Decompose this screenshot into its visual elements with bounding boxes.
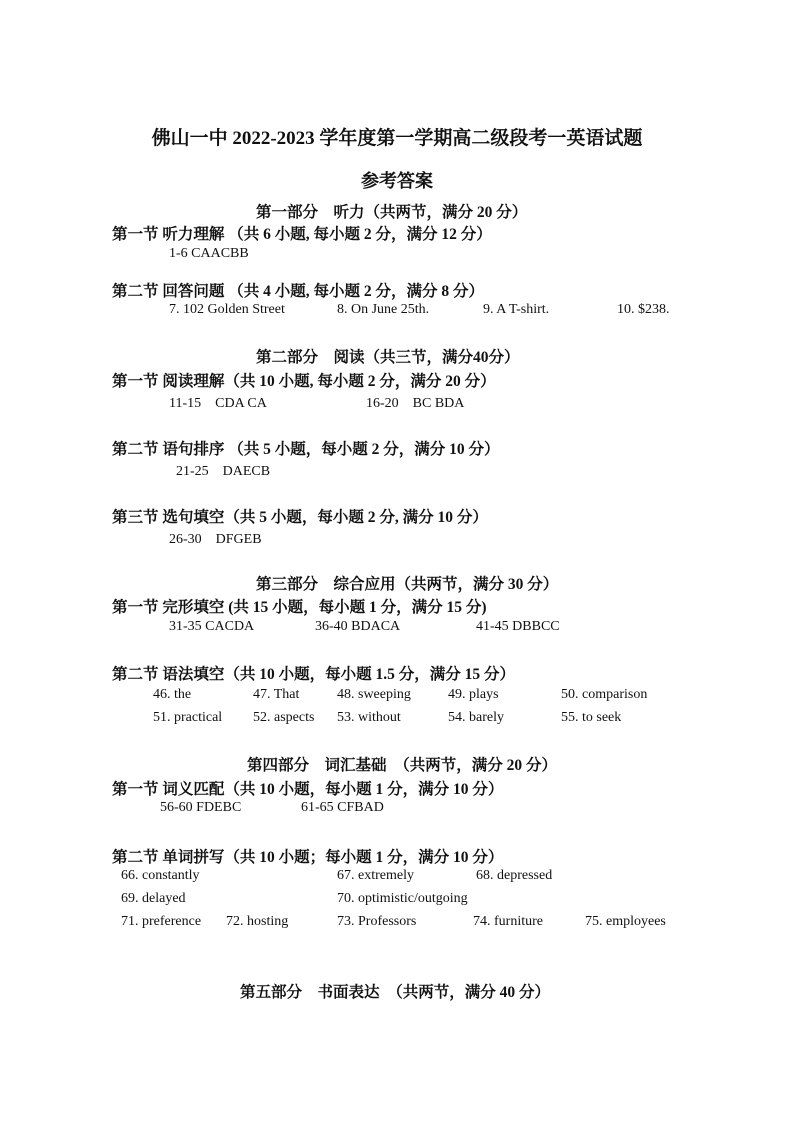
answer-item: 53. without	[337, 710, 401, 725]
answer-item: 1-6 CAACBB	[169, 246, 249, 261]
answer-item: 9. A T-shirt.	[483, 302, 550, 317]
document-subtitle: 参考答案	[361, 171, 433, 191]
part3-sec2-heading: 第二节 语法填空（共 10 小题，每小题 1.5 分，满分 15 分）	[112, 666, 516, 683]
answer-item: 16-20 BC BDA	[366, 396, 465, 411]
answer-item: 73. Professors	[337, 914, 417, 929]
answer-item: 11-15 CDA CA	[169, 396, 267, 411]
part5-heading: 第五部分 书面表达 （共两节，满分 40 分）	[240, 984, 551, 1001]
answer-item: 69. delayed	[121, 891, 186, 906]
document-title: 佛山一中 2022-2023 学年度第一学期高二级段考一英语试题	[151, 128, 643, 149]
answer-item: 26-30 DFGEB	[169, 532, 262, 547]
answer-item: 56-60 FDEBC	[160, 800, 242, 815]
answer-item: 7. 102 Golden Street	[169, 302, 285, 317]
answer-item: 47. That	[253, 687, 300, 702]
answer-item: 8. On June 25th.	[337, 302, 430, 317]
part4-sec2-heading: 第二节 单词拼写（共 10 小题；每小题 1 分，满分 10 分）	[112, 849, 504, 866]
part3-sec1-heading: 第一节 完形填空 (共 15 小题，每小题 1 分，满分 15 分)	[112, 599, 487, 616]
answer-item: 66. constantly	[121, 868, 200, 883]
part1-heading: 第一部分 听力（共两节，满分 20 分）	[256, 204, 528, 221]
part4-sec1-heading: 第一节 词义匹配（共 10 小题，每小题 1 分，满分 10 分）	[112, 781, 504, 798]
part4-heading: 第四部分 词汇基础 （共两节，满分 20 分）	[247, 757, 558, 774]
answer-item: 50. comparison	[561, 687, 648, 702]
answer-item: 71. preference	[121, 914, 202, 929]
answer-item: 55. to seek	[561, 710, 622, 725]
part3-heading: 第三部分 综合应用（共两节，满分 30 分）	[256, 576, 559, 593]
answer-item: 54. barely	[448, 710, 504, 725]
answer-item: 46. the	[153, 687, 192, 702]
answer-item: 72. hosting	[226, 914, 289, 929]
answer-item: 36-40 BDACA	[315, 619, 401, 634]
part1-sec2-heading: 第二节 回答问题 （共 4 小题, 每小题 2 分，满分 8 分）	[112, 283, 485, 300]
part2-heading: 第二部分 阅读（共三节，满分40分）	[256, 349, 520, 366]
answer-item: 52. aspects	[253, 710, 315, 725]
answer-item: 75. employees	[585, 914, 666, 929]
answer-item: 74. furniture	[473, 914, 543, 929]
answer-item: 70. optimistic/outgoing	[337, 891, 468, 906]
part2-sec3-heading: 第三节 选句填空（共 5 小题，每小题 2 分, 满分 10 分）	[112, 509, 488, 526]
answer-item: 31-35 CACDA	[169, 619, 255, 634]
part2-sec1-heading: 第一节 阅读理解（共 10 小题, 每小题 2 分，满分 20 分）	[112, 373, 496, 390]
part2-sec2-heading: 第二节 语句排序 （共 5 小题，每小题 2 分，满分 10 分）	[112, 441, 500, 458]
answer-item: 48. sweeping	[337, 687, 411, 702]
answer-item: 51. practical	[153, 710, 223, 725]
answer-item: 61-65 CFBAD	[301, 800, 384, 815]
answer-item: 67. extremely	[337, 868, 414, 883]
answer-item: 49. plays	[448, 687, 499, 702]
answer-item: 21-25 DAECB	[176, 464, 271, 479]
answer-item: 10. $238.	[617, 302, 670, 317]
answer-item: 41-45 DBBCC	[476, 619, 560, 634]
answer-item: 68. depressed	[476, 868, 553, 883]
part1-sec1-heading: 第一节 听力理解 （共 6 小题, 每小题 2 分，满分 12 分）	[112, 226, 492, 243]
